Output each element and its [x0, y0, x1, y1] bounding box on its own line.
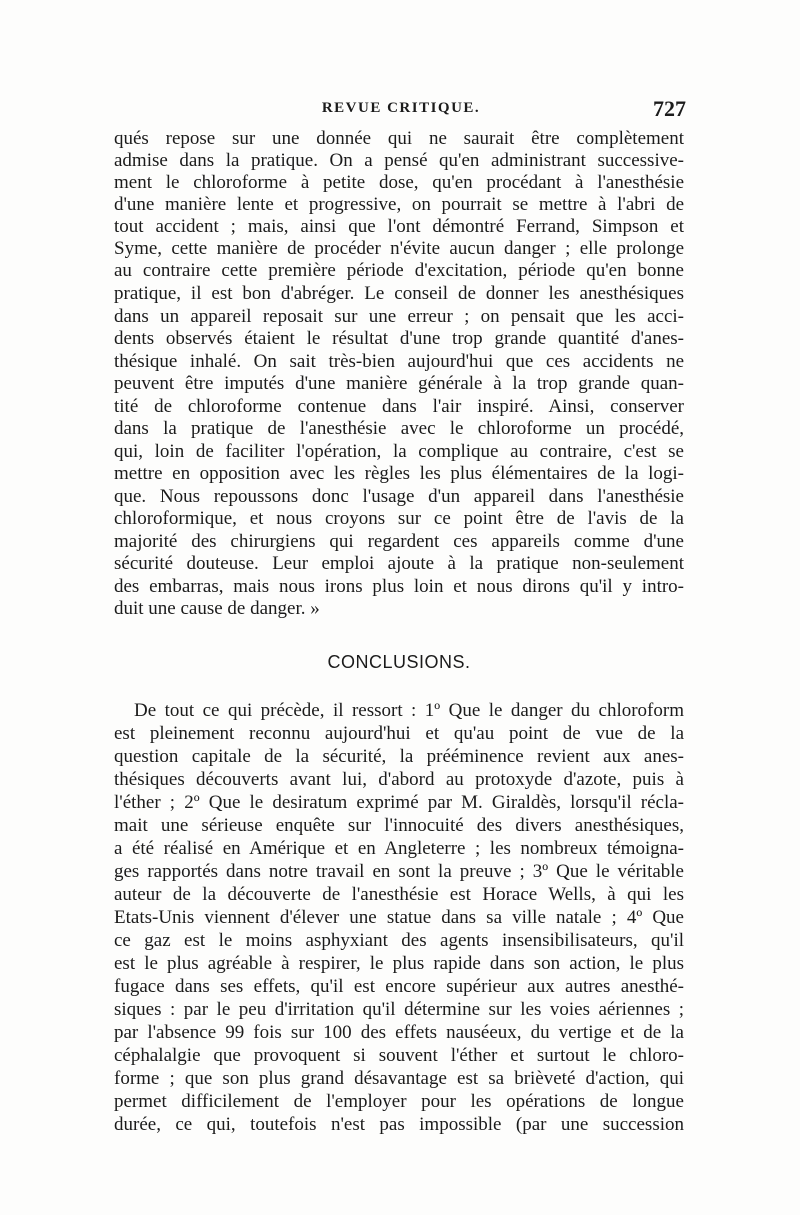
text-line: ment le chloroforme à petite dose, qu'en procédant à l'anesthésie [114, 172, 684, 193]
text-line: durée, ce qui, toutefois n'est pas impossible (par une succession [114, 1114, 684, 1135]
text-line: d'une manière lente et progressive, on pourrait se mettre à l'abri de [114, 194, 684, 215]
text-line: qués repose sur une donnée qui ne saurait être complètement [114, 128, 684, 149]
text-line: thésique inhalé. On sait très-bien aujourd'hui que ces accidents ne [114, 351, 684, 372]
section-heading: CONCLUSIONS. [327, 652, 471, 672]
text-line: auteur de la découverte de l'anesthésie est Horace Wells, à qui les [114, 884, 684, 905]
text-line: qui, loin de faciliter l'opération, la complique au contraire, c'est se [114, 441, 684, 462]
text-line: ce gaz est le moins asphyxiant des agents insensibilisateurs, qu'il [114, 930, 684, 951]
text-line: dans la pratique de l'anesthésie avec le chloroforme un procédé, [114, 418, 684, 439]
text-line: Syme, cette manière de procéder n'évite aucun danger ; elle prolonge [114, 238, 684, 259]
text-line: fugace dans ses effets, qu'il est encore supérieur aux autres anesthé- [114, 976, 684, 997]
text-line: l'éther ; 2º Que le desiratum exprimé par M. Giraldès, lorsqu'il récla- [114, 792, 684, 813]
text-line: duit une cause de danger. » [114, 598, 320, 619]
text-line: forme ; que son plus grand désavantage est sa brièveté d'action, qui [114, 1068, 684, 1089]
text-line: siques : par le peu d'irritation qu'il détermine sur les voies aériennes ; [114, 999, 684, 1020]
running-title: REVUE CRITIQUE. [321, 100, 481, 116]
text-line: De tout ce qui précède, il ressort : 1º Que le danger du chloroform [134, 700, 684, 721]
page-number: 727 [653, 96, 686, 121]
text-line: est le plus agréable à respirer, le plus rapide dans son action, le plus [114, 953, 684, 974]
text-line: a été réalisé en Amérique et en Angleterre ; les nombreux témoigna- [114, 838, 684, 859]
text-line: par l'absence 99 fois sur 100 des effets nauséeux, du vertige et de la [114, 1022, 684, 1043]
text-line: tité de chloroforme contenue dans l'air inspiré. Ainsi, conserver [114, 396, 684, 417]
text-line: ges rapportés dans notre travail en sont la preuve ; 3º Que le véritable [114, 861, 684, 882]
text-line: au contraire cette première période d'excitation, période qu'en bonne [114, 260, 684, 281]
text-line: tout accident ; mais, ainsi que l'ont démontré Ferrand, Simpson et [114, 216, 684, 237]
text-line: peuvent être imputés d'une manière générale à la trop grande quan- [114, 373, 684, 394]
text-line: admise dans la pratique. On a pensé qu'en administrant successive- [114, 150, 684, 171]
text-line: majorité des chirurgiens qui regardent ces appareils comme d'une [114, 531, 684, 552]
text-line: pratique, il est bon d'abréger. Le conseil de donner les anesthésiques [114, 283, 684, 304]
text-line: est pleinement reconnu aujourd'hui et qu'au point de vue de la [114, 723, 684, 744]
text-line: chloroformique, et nous croyons sur ce point être de l'avis de la [114, 508, 684, 529]
text-line: thésiques découverts avant lui, d'abord au protoxyde d'azote, puis à [114, 769, 684, 790]
text-line: sécurité douteuse. Leur emploi ajoute à la pratique non-seulement [114, 553, 684, 574]
running-head [116, 96, 686, 120]
text-line: mait une sérieuse enquête sur l'innocuité des divers anesthésiques, [114, 815, 684, 836]
text-line: que. Nous repoussons donc l'usage d'un appareil dans l'anesthésie [114, 486, 684, 507]
text-line: mettre en opposition avec les règles les plus élémentaires de la logi- [114, 463, 684, 484]
text-line: question capitale de la sécurité, la prééminence revient aux anes- [114, 746, 684, 767]
text-line: des embarras, mais nous irons plus loin et nous dirons qu'il y intro- [114, 576, 684, 597]
text-line: dans un appareil reposait sur une erreur ; on pensait que les acci- [114, 306, 684, 327]
text-line: dents observés étaient le résultat d'une trop grande quantité d'anes- [114, 328, 684, 349]
text-line: Etats-Unis viennent d'élever une statue dans sa ville natale ; 4º Que [114, 907, 684, 928]
text-line: céphalalgie que provoquent si souvent l'éther et surtout le chloro- [114, 1045, 684, 1066]
text-line: permet difficilement de l'employer pour les opérations de longue [114, 1091, 684, 1112]
